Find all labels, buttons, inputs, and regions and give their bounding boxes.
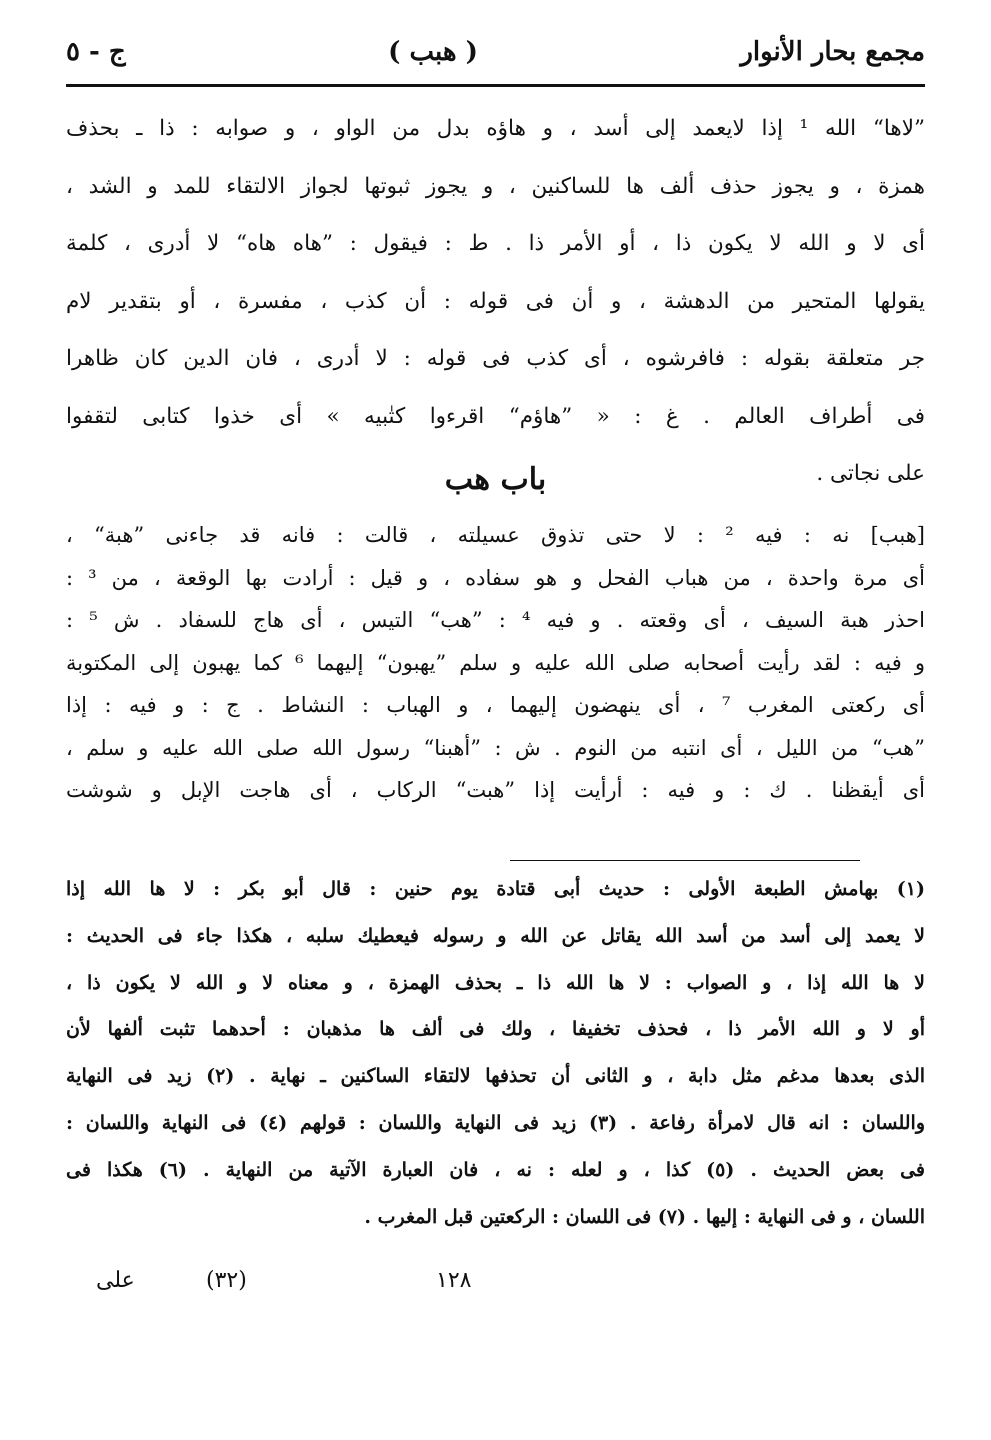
- footnote-line: واللسان : انه قال لامرأة رفاعة . (٣) زيد فى النهاية واللسان : قولهم (٤) فى النهاية واللسان :: [66, 1111, 925, 1134]
- footnote-line: الذى بعدها مدغم مثل دابة ، و الثانى أن تحذفها لالتقاء الساكنين ـ نهاية . (٢) زيد فى النهاية: [66, 1065, 925, 1088]
- text-line: [هبب] نه : فيه ² : لا حتى تذوق عسيلته ، قالت : فانه قد جاءنى ”هبة“ ،: [66, 523, 925, 547]
- footnotes: [66, 866, 925, 1240]
- header-rule: [66, 84, 925, 87]
- text-line: فى أطراف العالم . غ : « ”هاؤم“ اقرءوا كتٰبيه » أى خذوا كتابى لتقفوا: [66, 403, 925, 429]
- text-line: ”هب“ من الليل ، أى انتبه من النوم . ش : ”أهبنا“ رسول الله صلى الله عليه و سلم ،: [66, 735, 925, 760]
- text-line: يقولها المتحير من الدهشة ، و أن فى قوله : أن كذب ، مفسرة ، أو بتقدير لام: [66, 288, 925, 314]
- footnote-line: فى بعض الحديث . (٥) كذا ، و لعله : نه ، فان العبارة الآتية من النهاية . (٦) هكذا فى: [66, 1158, 925, 1181]
- text-line: على نجاتى .: [816, 461, 925, 486]
- running-header: [66, 28, 925, 76]
- text-line: و فيه : لقد رأيت أصحابه صلى الله عليه و سلم ”يهبون“ إليهما ⁶ كما يهبون إلى المكتوبة: [66, 650, 925, 675]
- main-text: [66, 100, 925, 503]
- footnote-line: اللسان ، و فى النهاية : إليها . (٧) فى اللسان : الركعتين قبل المغرب .: [364, 1205, 925, 1228]
- text-line: ”لاها“ الله ¹ إذا لايعمد إلى أسد ، و هاؤه بدل من الواو ، و صوابه : ذا ـ بحذف: [66, 116, 925, 141]
- text-line: أى ركعتى المغرب ⁷ ، أى ينهضون إليهما ، و الهباب : النشاط . ج : و فيه : إذا: [66, 693, 925, 717]
- volume-number: ج - ٥: [66, 37, 126, 67]
- footnote-line: (١) بهامش الطبعة الأولى : حديث أبى قتادة يوم حنين : قال أبو بكر : لا ها الله إذا: [66, 878, 925, 900]
- text-line: أى مرة واحدة ، من هباب الفحل و هو سفاده ، و قيل : أرادت بها الوقعة ، من ³ :: [66, 565, 925, 590]
- text-line: أى أيقظنا . ك : و فيه : أرأيت إذا ”هبت“ الركاب ، أى هاجت الإبل و شوشت: [66, 778, 925, 802]
- book-title: مجمع بحار الأنوار: [740, 37, 925, 67]
- footnote-line: لا يعمد إلى أسد من أسد الله يقاتل عن الله و رسوله فيعطيك سلبه ، هكذا جاء فى الحديث :: [66, 924, 925, 947]
- page-footer: [96, 1268, 571, 1308]
- chapter-title: باب هب: [444, 462, 547, 497]
- signature-mark: (٣٢): [206, 1268, 247, 1293]
- footnote-line: أو لا و الله الأمر ذا ، فحذف تخفيفا ، ولك فى ألف ها مذهبان : أحدهما تثبت ألفها لأن: [66, 1018, 925, 1041]
- text-line: جر متعلقة بقوله : فافرشوه ، أى كذب فى قوله : لا أدرى ، فان الدين كان ظاهرا: [66, 346, 925, 371]
- text-line: أى لا و الله لا يكون ذا ، أو الأمر ذا . ط : فيقول : ”هاه هاه“ لا أدرى ، كلمة: [66, 231, 925, 256]
- text-line: احذر هبة السيف ، أى وقعته . و فيه ⁴ : ”هب“ التيس ، أى هاج للسفاد . ش ⁵ :: [66, 608, 925, 632]
- chapter-text: [66, 514, 925, 812]
- footnote-rule: [510, 860, 860, 861]
- root-word: ( هبب ): [388, 37, 478, 67]
- catchword: على: [96, 1268, 135, 1293]
- page-number: ١٢٨: [436, 1268, 472, 1293]
- footnote-line: لا ها الله إذا ، و الصواب : لا ها الله ذا ـ بحذف الهمزة ، و معناه لا و الله لا يكون ذا ،: [66, 971, 925, 994]
- text-line: همزة ، و يجوز حذف ألف ها للساكنين ، و يجوز ثبوتها لجواز الالتقاء للمد و الشد ،: [66, 173, 925, 199]
